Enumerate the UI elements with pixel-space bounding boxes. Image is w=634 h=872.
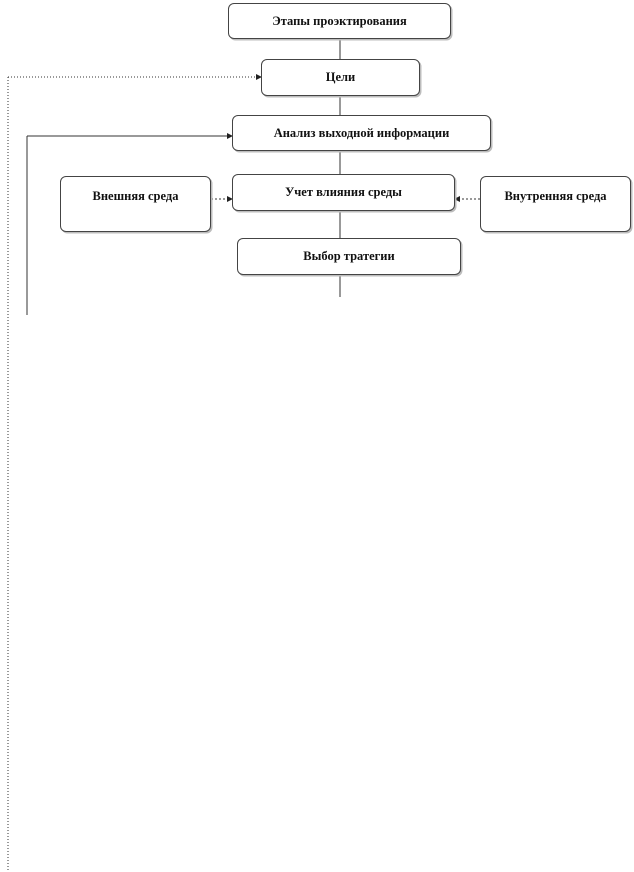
- node-design-stages: Этапы проэктирования: [228, 3, 451, 39]
- node-environment-influence: Учет влияния среды: [232, 174, 455, 211]
- node-goals: Цели: [261, 59, 420, 96]
- node-output-analysis: Анализ выходной информации: [232, 115, 491, 151]
- node-external-environment: Внешняя среда: [60, 176, 211, 232]
- node-strategy-choice: Выбор тратегии: [237, 238, 461, 275]
- node-internal-environment: Внутренняя среда: [480, 176, 631, 232]
